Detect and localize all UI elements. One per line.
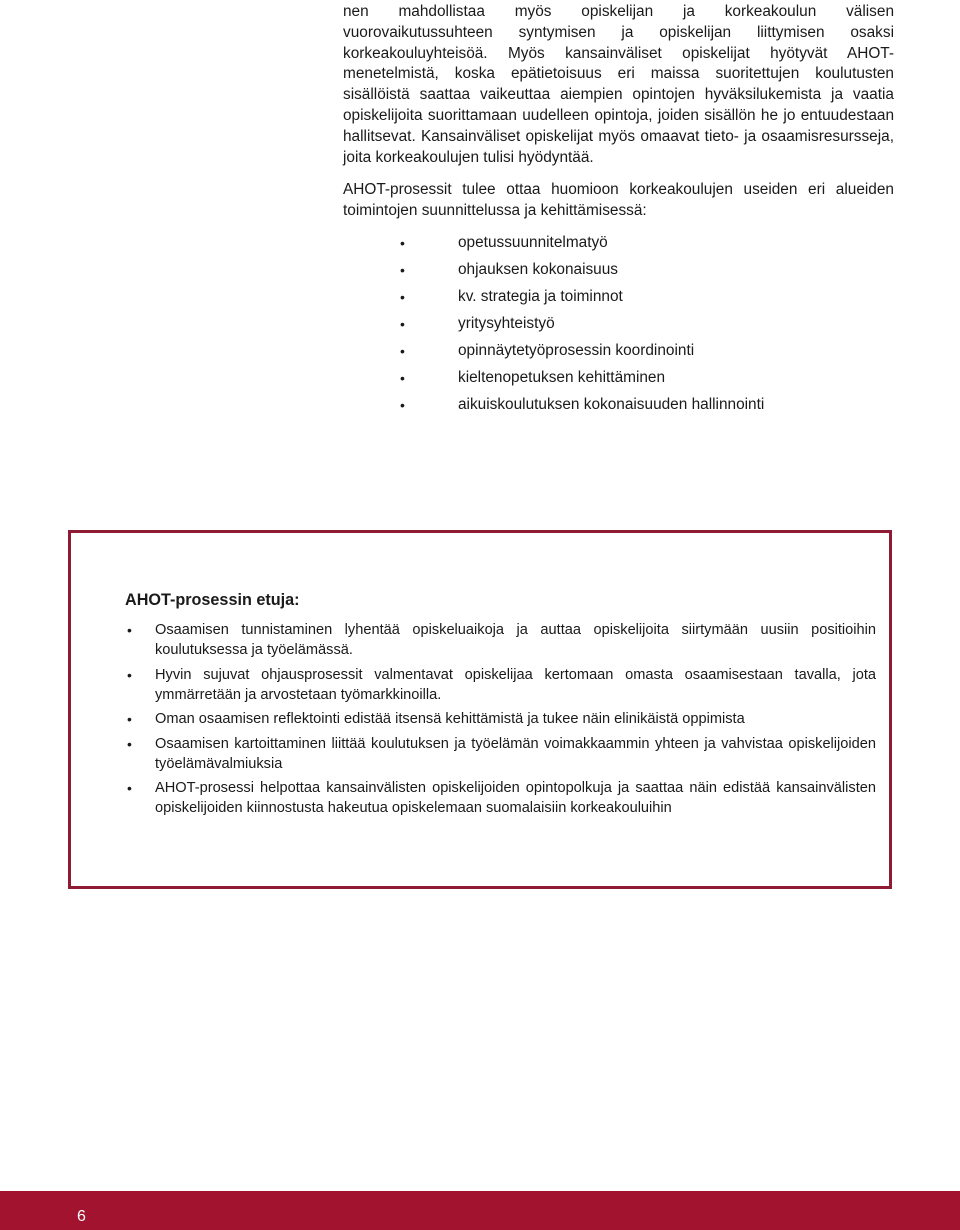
benefit-text: Hyvin sujuvat ohjausprosessit valmentavat opiskelijaa kertomaan omasta osaamisestaan tavalla, jota ymmärretään ja arvostetaan työmarkkinoilla. [155,666,876,703]
benefit-item [125,709,876,729]
development-areas-list [343,232,894,421]
list-item [343,340,894,367]
list-item [343,286,894,313]
list-item [343,367,894,394]
list-item-label: ohjauksen kokonaisuus [458,261,619,278]
list-item-label: kv. strategia ja toiminnot [458,288,623,305]
list-item-label: yritysyhteistyö [458,315,555,332]
bullet-icon: • [400,289,405,305]
benefits-list [125,620,876,823]
footer-bar [0,1191,960,1230]
list-item-label: aikuiskoulutuksen kokonaisuuden hallinnointi [458,396,765,413]
benefit-text: Oman osaamisen reflektointi edistää itsensä kehittämistä ja tukee näin elinikäistä oppimista [155,711,745,727]
benefits-title: AHOT-prosessin etuja: [125,591,300,609]
benefit-item [125,778,876,818]
bullet-icon: • [400,262,405,278]
bullet-icon: • [127,735,132,752]
bullet-icon: • [127,780,132,796]
benefit-item [125,734,876,774]
bullet-icon: • [400,397,405,413]
body-paragraph: nen mahdollistaa myös opiskelijan ja korkeakoulun välisen vuorovaikutussuhteen syntymisen ja opiskelijan liittymisen osaksi korkeakouluyhteisöä. Myös kansainväliset opiskelijat hyötyvät AHOT-menetelmistä, koska epätietoisuus eri maissa suoritettujen koulutusten sisällöistä saattaa vaikeuttaa aiempien opintojen hyväksilukemista ja vaatia opiskelijoita suorittamaan uudelleen opintoja, joiden sisällön he jo entuudestaan hallitsevat. Kansainväliset opiskelijat myös omaavat tieto- ja osaamisresursseja, joita korkeakoulujen tulisi hyödyntää. [343,3,894,166]
benefit-text: Osaamisen tunnistaminen lyhentää opiskeluaikoja ja auttaa opiskelijoita siirtymään uusiin positioihin koulutuksessa ja työelämässä. [155,622,876,658]
list-item-label: kieltenopetuksen kehittäminen [458,369,666,386]
list-item [343,232,894,259]
list-item-label: opinnäytetyöprosessin koordinointi [458,342,695,359]
list-item [343,259,894,286]
list-item-label: opetussuunnitelmatyö [458,234,608,251]
bullet-icon: • [127,666,132,683]
benefit-item [125,665,876,705]
list-item [343,394,894,421]
list-item [343,313,894,340]
benefit-text: Osaamisen kartoittaminen liittää koulutuksen ja työelämän voimakkaammin yhteen ja vahvistaa opiskelijoiden työelämävalmiuksia [155,735,876,772]
bullet-icon: • [400,316,405,332]
bullet-icon: • [400,370,405,386]
body-paragraph-intro: AHOT-prosessit tulee ottaa huomioon korkeakoulujen useiden eri alueiden toimintojen suunnittelussa ja kehittämisessä: [343,181,894,219]
bullet-icon: • [400,343,405,359]
bullet-icon: • [127,711,132,727]
page-number: 6 [77,1208,86,1225]
bullet-icon: • [127,622,132,638]
benefits-box [68,530,892,889]
bullet-icon: • [400,235,405,251]
benefit-text: AHOT-prosessi helpottaa kansainvälisten opiskelijoiden opintopolkuja ja saattaa näin edistää kansainvälisten opiskelijoiden kiinnostusta hakeutua opiskelemaan suomalaisiin korkeakouluihin [155,780,876,816]
benefit-item [125,620,876,660]
